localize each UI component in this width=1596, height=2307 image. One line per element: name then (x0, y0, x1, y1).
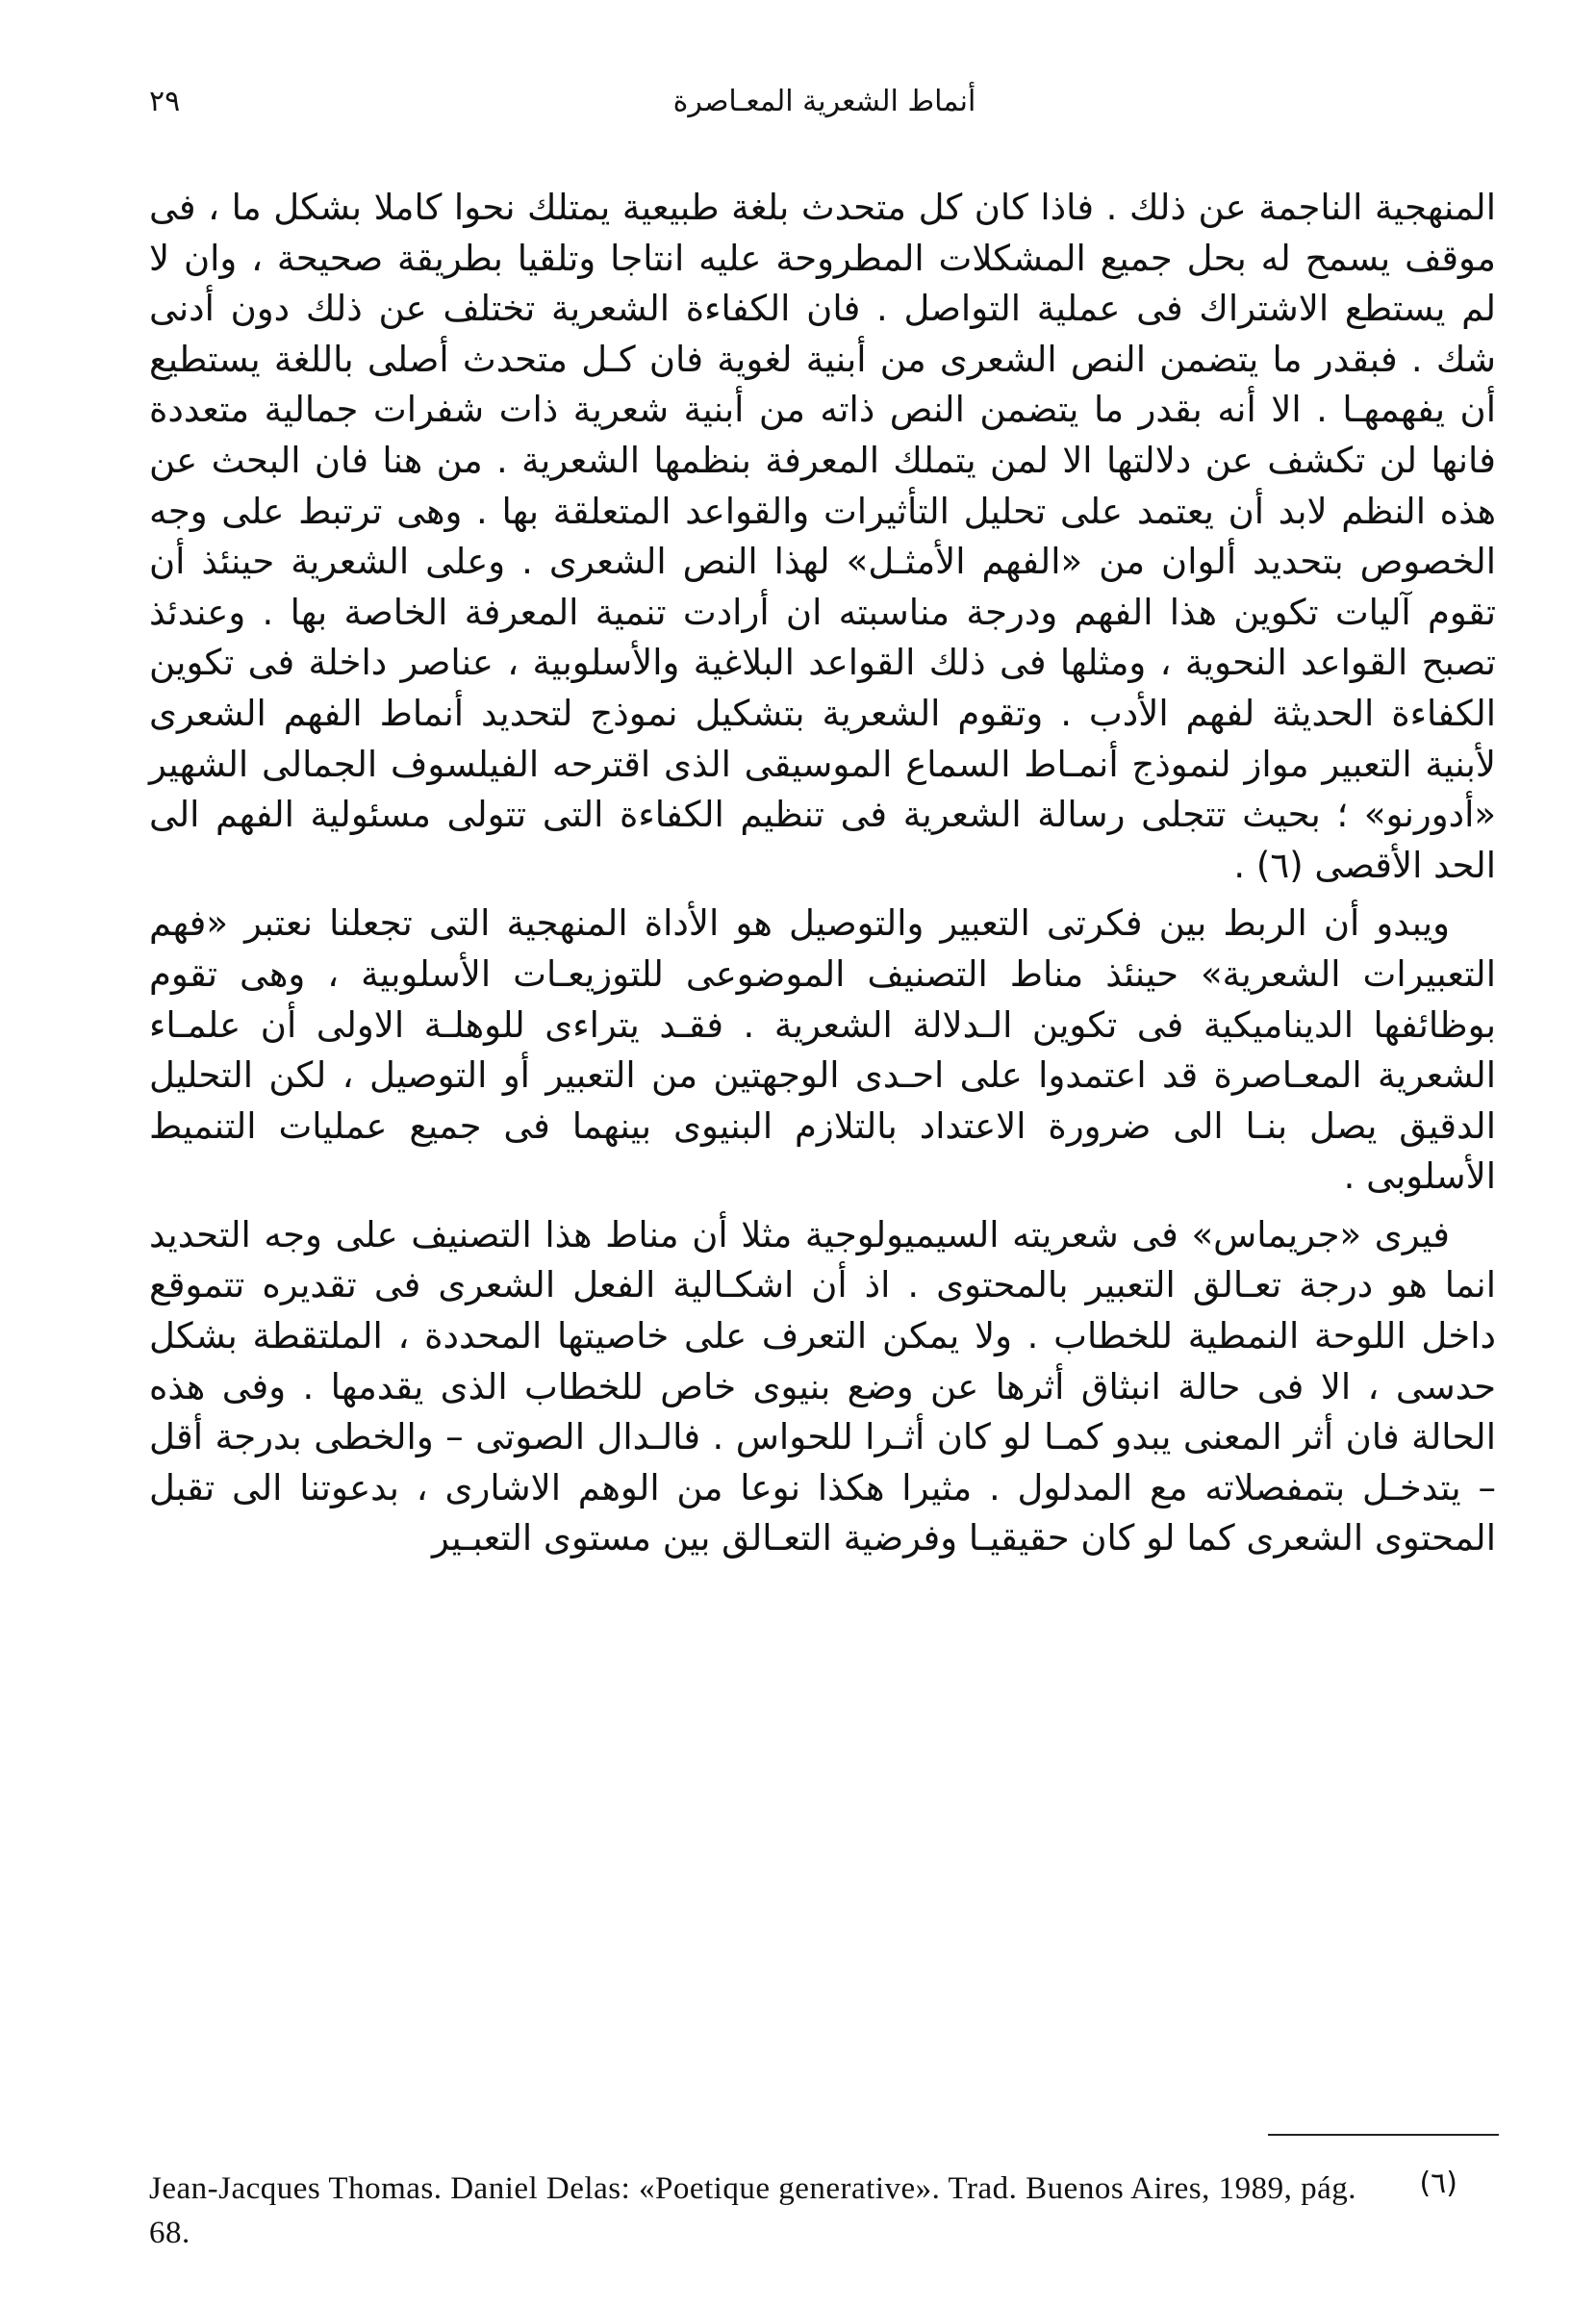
running-head (149, 85, 1500, 133)
main-text (149, 183, 1496, 1564)
footnote-number: (٦) (1419, 2167, 1457, 2200)
paragraph-2: ويبدو أن الربط بين فكرتى التعبير والتوصيل هو الأداة المنهجية التى تجعلنا نعتبر «فهم التعبيرات الشعرية» حينئذ مناط التصنيف الموضوعى للتوزيعـات الأسلوبية ، وهى تقوم بوظائفها الديناميكية فى تكوين الـدلالة الشعرية . فقـد يتراءى للوهلـة الاولى أن علمـاء الشعرية المعـاصرة قد اعتمدوا على احـدى الوجهتين من التعبير أو التوصيل ، لكن التحليل الدقيق يصل بنـا الى ضرورة الاعتداد بالتلازم البنيوى بينهما فى جميع عمليات التنميط الأسلوبى . (149, 902, 1496, 1198)
paragraph-1: المنهجية الناجمة عن ذلك . فاذا كان كل متحدث بلغة طبيعية يمتلك نحوا كاملا بشكل ما ، فى موقف يسمح له بحل جميع المشكلات المطروحة عليه انتاجا وتلقيا بطريقة صحيحة ، وان لا لم يستطع الاشتراك فى عملية التواصل . فان الكفاءة الشعرية تختلف عن ذلك دون أدنى شك . فبقدر ما يتضمن النص الشعرى من أبنية لغوية فان كـل متحدث أصلى باللغة يستطيع أن يفهمهـا . الا أنه بقدر ما يتضمن النص ذاته من أبنية شعرية ذات شفرات جمالية متعددة فانها لن تكشف عن دلالتها الا لمن يتملك المعرفة بنظمها الشعرية . من هنا فان البحث عن هذه النظم لابد أن يعتمد على تحليل التأثيرات والقواعد المتعلقة بها . وهى ترتبط على وجه الخصوص بتحديد ألوان من «الفهم الأمثـل» لهذا النص الشعرى . وعلى الشعرية حينئذ أن تقوم آليات تكوين هذا الفهم ودرجة مناسبته ان أرادت تنمية المعرفة الخاصة بها . وعندئذ تصبح القواعد النحوية ، ومثلها فى ذلك القواعد البلاغية والأسلوبية ، عناصر داخلة فى تكوين الكفاءة الحديثة لفهم الأدب . وتقوم الشعرية بتشكيل نموذج لتحديد أنماط الفهم الشعرى لأبنية التعبير مواز لنموذج أنمـاط السماع الموسيقى الذى اقترحه الفيلسوف الجمالى الشهير «أدورنو» ؛ بحيث تتجلى رسالة الشعرية فى تنظيم الكفاءة التى تتولى مسئولية الفهم الى الحد الأقصى (٦) . (149, 187, 1496, 886)
paragraph-3: فيرى «جريماس» فى شعريته السيميولوجية مثلا أن مناط هذا التصنيف على وجه التحديد انما هو درجة تعـالق التعبير بالمحتوى . اذ أن اشكـالية الفعل الشعرى فى تقديره تتموقع داخل اللوحة النمطية للخطاب . ولا يمكن التعرف على خاصيتها المحددة ، الملتقطة بشكل حدسى ، الا فى حالة انبثاق أثرها عن وضع بنيوى خاص للخطاب الذى يقدمها . وفى هذه الحالة فان أثر المعنى يبدو كمـا لو كان أثـرا للحواس . فالـدال الصوتى – والخطى بدرجة أقل – يتدخـل بتمفصلاته مع المدلول . مثيرا هكذا نوعا من الوهم الاشارى ، بدعوتنا الى تقبل المحتوى الشعرى كما لو كان حقيقيـا وفرضية التعـالق بين مستوى التعبـير (149, 1213, 1496, 1559)
page-number: ٢٩ (149, 85, 181, 118)
footnote-text: Jean-Jacques Thomas. Daniel Delas: «Poetique generative». Trad. Buenos Aires, 1989, pág. 68. (149, 2171, 1356, 2250)
book-title: أنماط الشعرية المعـاصرة (672, 85, 976, 118)
footnote (149, 2167, 1496, 2272)
footnote-separator (1268, 2134, 1499, 2136)
